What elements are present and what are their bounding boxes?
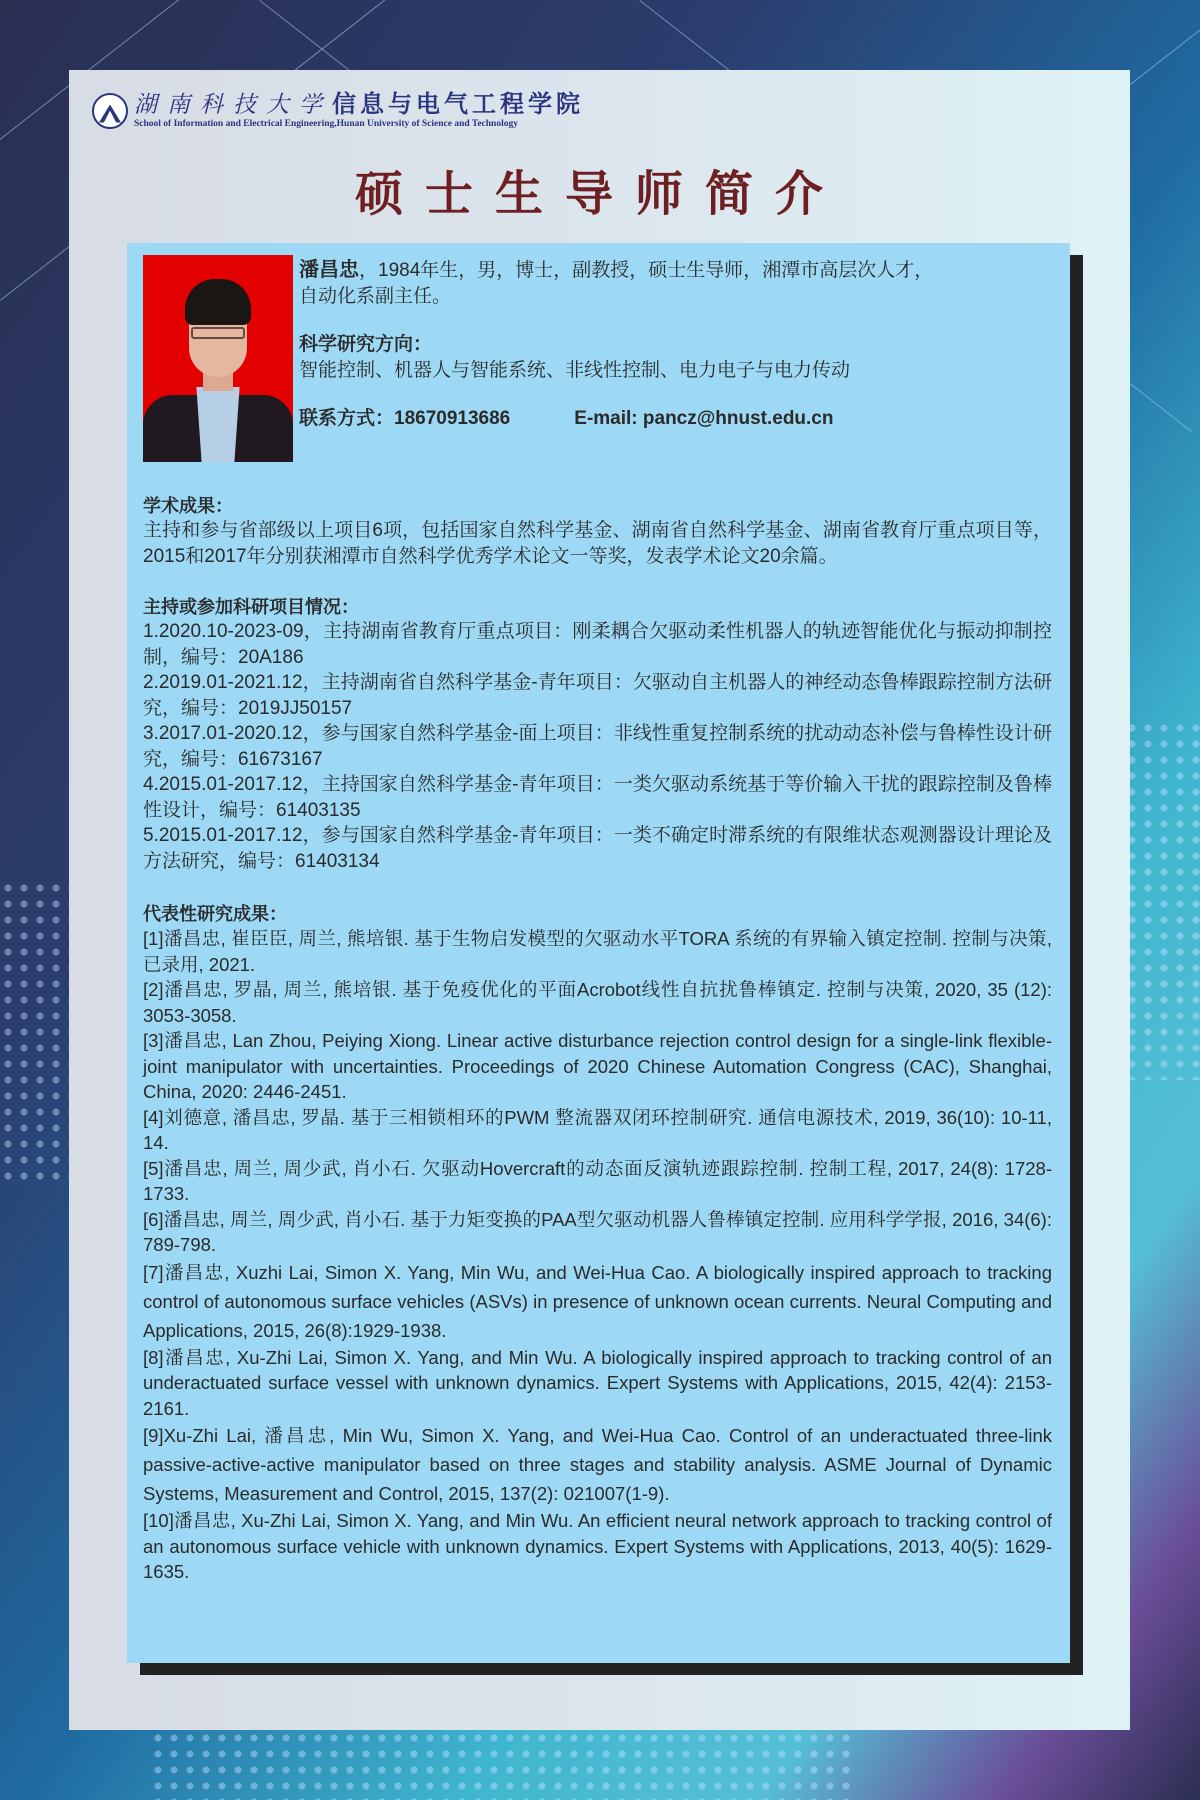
projects-section: [143, 595, 1052, 874]
project-item: 2.2019.01-2021.12，主持湖南省自然科学基金-青年项目：欠驱动自主机器人的神经动态鲁棒跟踪控制方法研究，编号：2019JJ50157: [143, 672, 1052, 719]
email-label: E-mail:: [574, 408, 643, 429]
projects-title: 主持或参加科研项目情况：: [143, 597, 359, 617]
glasses-icon: [191, 327, 245, 339]
research-label: 科学研究方向：: [299, 334, 433, 355]
publications-section: [143, 902, 1052, 1585]
project-item: 3.2017.01-2020.12，参与国家自然科学基金-面上项目：非线性重复控制系统的扰动动态补偿与鲁棒性设计研究，编号：61673167: [143, 723, 1052, 770]
research-areas: 智能控制、机器人与智能系统、非线性控制、电力电子与电力传动: [299, 360, 851, 381]
university-logo-icon: [92, 93, 128, 129]
phone-number: 18670913686: [394, 408, 511, 429]
portrait-photo: [143, 255, 293, 462]
academic-section: [143, 494, 1052, 569]
publication-item: [1]潘昌忠, 崔臣臣, 周兰, 熊培银. 基于生物启发模型的欠驱动水平TORA 系统的有界输入镇定控制. 控制与决策, 已录用, 2021.: [143, 928, 1052, 975]
publication-item: [4]刘德意, 潘昌忠, 罗晶. 基于三相锁相环的PWM 整流器双闭环控制研究. 通信电源技术, 2019, 36(10): 10-11, 14.: [143, 1106, 1052, 1153]
university-name: 湖南科技大学: [134, 92, 332, 118]
publication-item: [2]潘昌忠, 罗晶, 周兰, 熊培银. 基于免疫优化的平面Acrobot线性自抗扰鲁棒镇定. 控制与决策, 2020, 35 (12): 3053-3058.: [143, 979, 1052, 1026]
publication-item: [5]潘昌忠, 周兰, 周少武, 肖小石. 欠驱动Hovercraft的动态面反演轨迹跟踪控制. 控制工程, 2017, 24(8): 1728-1733.: [143, 1157, 1052, 1204]
college-name: 信息与电气工程学院: [332, 89, 584, 118]
contact-label: 联系方式：: [299, 408, 395, 429]
advisor-name: 潘昌忠: [299, 259, 359, 281]
decor-dots: [0, 880, 80, 1180]
profile-card: [127, 243, 1070, 1663]
college-header: [92, 89, 584, 129]
bio-text: ，1984年生，男，博士，副教授，硕士生导师，湘潭市高层次人才，: [359, 260, 934, 281]
publication-item: [7]潘昌忠, Xuzhi Lai, Simon X. Yang, Min Wu, and Wei-Hua Cao. A biologically inspired approach to tracking control of autonomous surface vehicles (ASVs) in presence of unknown ocean currents. Neural Computing and Applications, 2015, 26(8):1929-1938.: [143, 1261, 1052, 1341]
publication-item: [10]潘昌忠, Xu-Zhi Lai, Simon X. Yang, and Min Wu. An efficient neural network approach to tracking control of an autonomous surface vehicle with unknown dynamics. Expert Systems with Applications, 2013, 40(5): 1629-1635.: [143, 1510, 1052, 1582]
academic-text: 主持和参与省部级以上项目6项，包括国家自然科学基金、湖南省自然科学基金、湖南省教育厅重点项目等，2015和2017年分别获湘潭市自然科学优秀学术论文一等奖，发表学术论文20余篇。: [143, 520, 1052, 567]
profile-header: [143, 255, 1052, 462]
project-item: 1.2020.10-2023-09，主持湖南省教育厅重点项目：刚柔耦合欠驱动柔性机器人的轨迹智能优化与振动抑制控制，编号：20A186: [143, 621, 1052, 668]
profile-intro: [299, 255, 933, 462]
project-item: 4.2015.01-2017.12，主持国家自然科学基金-青年项目：一类欠驱动系统基于等价输入干扰的跟踪控制及鲁棒性设计，编号：61403135: [143, 774, 1052, 821]
publications-title: 代表性研究成果：: [143, 904, 287, 924]
contact-row: [299, 406, 933, 432]
project-item: 5.2015.01-2017.12，参与国家自然科学基金-青年项目：一类不确定时滞系统的有限维状态观测器设计理论及方法研究，编号：61403134: [143, 825, 1052, 872]
decor-dots: [150, 1730, 850, 1800]
college-english-name: School of Information and Electrical Engineering,Hunan University of Science and Technology: [134, 119, 518, 129]
publication-item: [3]潘昌忠, Lan Zhou, Peiying Xiong. Linear active disturbance rejection control design for a single-link flexible-joint manipulator with uncertainties. Proceedings of 2020 Chinese Automation Congress (CAC), Shanghai, China, 2020: 2446-2451.: [143, 1030, 1052, 1102]
page-title: 硕士生导师简介: [354, 166, 845, 222]
publication-item: [8]潘昌忠, Xu-Zhi Lai, Simon X. Yang, and Min Wu. A biologically inspired approach to tracking control of an underactuated surface vessel with unknown dynamics. Expert Systems with Applications, 2015, 42(4): 2153-2161.: [143, 1346, 1052, 1419]
publication-item: [6]潘昌忠, 周兰, 周少武, 肖小石. 基于力矩变换的PAA型欠驱动机器人鲁棒镇定控制. 应用科学学报, 2016, 34(6): 789-798.: [143, 1208, 1052, 1255]
bio-text-cont: 自动化系副主任。: [299, 286, 452, 307]
publication-item: [9]Xu-Zhi Lai, 潘昌忠, Min Wu, Simon X. Yang, and Wei-Hua Cao. Control of an underactuated three-link passive-active-active manipulator based on three stages and stability analysis. ASME Journal of Dynamic Systems, Measurement and Control, 2015, 137(2): 021007(1-9).: [143, 1425, 1052, 1504]
academic-title: 学术成果：: [143, 496, 233, 516]
email-link[interactable]: pancz@hnust.edu.cn: [642, 408, 834, 429]
